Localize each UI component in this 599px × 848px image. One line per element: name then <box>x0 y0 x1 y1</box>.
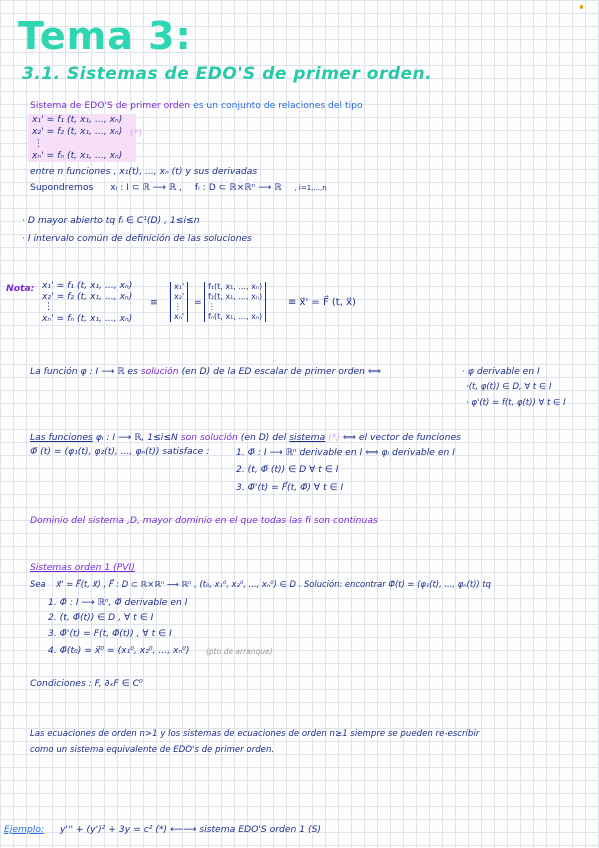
son-solucion: son solución <box>180 432 238 443</box>
sistema-word: sistema <box>289 432 326 443</box>
vector-entry: ⋮ <box>174 302 182 311</box>
system-eq-2: x₂' = f₂ (t, x₁, ..., xₙ) <box>32 126 123 137</box>
vector-entry: f₁(t, x₁, ..., xₙ) <box>208 282 263 291</box>
system-mark: (*) <box>130 128 142 139</box>
system-solution-line <box>30 432 461 444</box>
reduction-line-2: como un sistema equivalente de EDO's de primer orden. <box>30 745 275 755</box>
vector-entry: ⋮ <box>208 302 216 311</box>
scalar-text-b: (en D) de la ED escalar de primer orden ⟺ <box>181 366 382 377</box>
nota-vector-left <box>170 282 188 322</box>
vector-funciones: ⟺ el vector de funciones <box>342 432 461 443</box>
suppose-range: , i=1,...,n <box>294 184 327 192</box>
suppose-x: xᵢ : I ⊂ ℝ ⟶ ℝ , <box>110 182 182 193</box>
pvi-cond-4: 4. Φ⃗(t₀) = x⃗⁰ = (x₁⁰, x₂⁰, ..., xₙ⁰) <box>48 645 190 656</box>
functions-def: φᵢ : I ⟶ ℝ, 1≤i≤N <box>95 432 178 443</box>
pvi-sea: Sea <box>30 579 46 589</box>
definition-text: es un conjunto de relaciones del tipo <box>193 100 363 111</box>
scalar-cond-2: ·(t, φ(t)) ∈ D, ∀ t ∈ I <box>466 382 552 392</box>
vector-entry: f₂(t, x₁, ..., xₙ) <box>208 292 263 301</box>
vector-entry: xₙ' <box>174 312 185 321</box>
domain-line: Dominio del sistema ,D, mayor dominio en el que todas las fi son continuas <box>30 515 378 526</box>
pvi-cond-2: 2. (t, Φ⃗(t)) ∈ D , ∀ t ∈ I <box>48 612 154 623</box>
system-mark-ref: (*) <box>328 432 340 443</box>
nota-row: xₙ' = fₙ (t, x₁, ..., xₙ) <box>42 313 133 324</box>
scalar-solucion: solución <box>140 366 179 377</box>
pvi-conditions: Condiciones : F, ∂ₓF ∈ C⁰ <box>30 678 143 689</box>
example-equation: y''' + (y')² + 3y = c² (*) ⟵⟶ sistema EDO'S orden 1 (S) <box>60 824 321 835</box>
system-cond-1: 1. Φ⃗ : I ⟶ ℝⁿ derivable en I ⟺ φᵢ derivable en I <box>236 447 455 458</box>
scalar-text: La función φ : I ⟶ ℝ es <box>30 366 138 377</box>
nota-row: ⋮ <box>44 301 54 312</box>
vector-entry: x₂' <box>174 292 185 301</box>
phi-vector-line: Φ⃗ (t) = (φ₁(t), φ₂(t), ..., φₙ(t)) satisface : <box>30 446 210 457</box>
suppose-f: fᵢ : D ⊂ ℝ×ℝⁿ ⟶ ℝ <box>194 182 282 193</box>
definition-intro <box>30 100 363 112</box>
functions-label: Las funciones <box>30 432 93 443</box>
nota-eq-sign: = <box>194 297 202 308</box>
functions-line: entre n funciones , x₁(t), ..., xₙ (t) y sus derivadas <box>30 166 258 177</box>
system-eq-dots: ⋮ <box>34 138 44 149</box>
scalar-cond-1: · φ derivable en I <box>462 366 540 377</box>
vector-entry: fₙ(t, x₁, ..., xₙ) <box>208 312 263 321</box>
reduction-line-1: Las ecuaciones de orden n>1 y los sistemas de ecuaciones de orden n≥1 siempre se pueden re-escribir <box>30 729 480 739</box>
nota-vector-right <box>204 282 266 322</box>
system-eq-n: xₙ' = fₙ (t, x₁, ..., xₙ) <box>32 150 123 161</box>
system-eq-1: x₁' = f₁ (t, x₁, ..., xₙ) <box>32 114 123 125</box>
example-label: Ejemplo: <box>4 824 45 835</box>
vector-entry: x₁' <box>174 282 185 291</box>
nota-result: ≡ x⃗' = F⃗ (t, x⃗) <box>288 297 356 308</box>
nota-equiv: ≡ <box>150 297 158 308</box>
scalar-cond-3: · φ'(t) = f(t, φ(t)) ∀ t ∈ I <box>466 398 566 408</box>
system-cond-3: 3. Φ⃗'(t) = F⃗(t, Φ⃗) ∀ t ∈ I <box>236 482 344 493</box>
pvi-heading: Sistemas orden 1 (PVI) <box>30 562 135 573</box>
section-title: 3.1. Sistemas de EDO'S de primer orden. <box>22 64 433 84</box>
bullet-interval: · I intervalo común de definición de las soluciones <box>22 233 252 244</box>
pvi-cond-3: 3. Φ⃗'(t) = F(t, Φ⃗(t)) , ∀ t ∈ I <box>48 628 172 639</box>
scalar-solution-line <box>30 366 381 378</box>
pvi-statement: x⃗' = F⃗(t, x⃗) , F⃗ : D ⊂ ℝ×ℝⁿ ⟶ ℝⁿ , (t₀, x₁⁰, x₂⁰, ..., xₙ⁰) ∈ D . Solución: encontrar Φ⃗(t) = (φ₁(t), ..., φₙ(t)) tq <box>56 579 491 589</box>
nota-label: Nota: <box>6 283 35 294</box>
en-d: (en D) del <box>240 432 287 443</box>
suppose-label: Supondremos <box>30 182 94 193</box>
page-title: Tema 3: <box>18 14 192 58</box>
suppose-line <box>30 182 327 194</box>
pvi-cond-1: 1. Φ⃗ : I ⟶ ℝⁿ, Φ⃗ derivable en I <box>48 597 188 608</box>
pvi-line <box>30 578 491 590</box>
definition-term: Sistema de EDO'S de primer orden <box>30 100 191 111</box>
bullet-domain: · D mayor abierto tq fᵢ ∈ C¹(D) , 1≤i≤n <box>22 215 200 226</box>
corner-mark <box>580 5 583 9</box>
nota-row: x₂' = f₂ (t, x₁, ..., xₙ) <box>42 291 133 302</box>
nota-row: x₁' = f₁ (t, x₁, ..., xₙ) <box>42 280 133 291</box>
pvi-cond-4-note: (pto de arranque) <box>206 647 273 656</box>
system-cond-2: 2. (t, Φ⃗ (t)) ∈ D ∀ t ∈ I <box>236 464 339 475</box>
